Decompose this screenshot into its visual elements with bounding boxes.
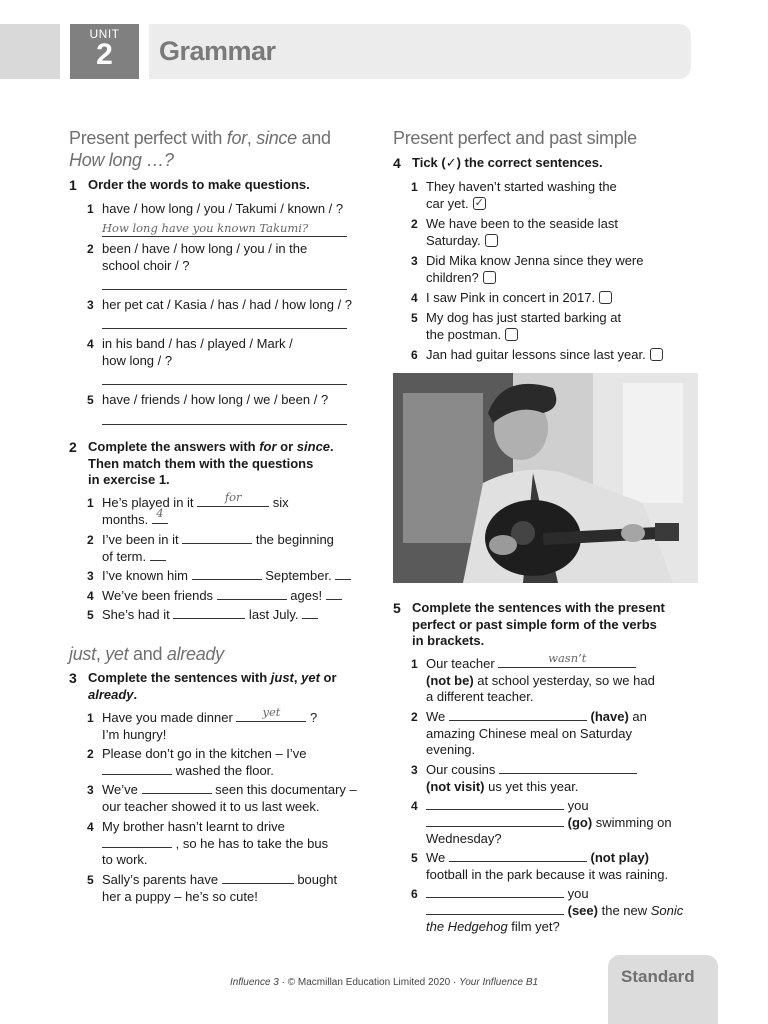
- title-text: already: [166, 644, 224, 664]
- answer-blank[interactable]: [192, 568, 262, 580]
- exercise-5-heading: [393, 600, 693, 652]
- item-text: have / friends / how long / we / been / ?: [102, 392, 329, 407]
- title-text: How long …?: [69, 150, 174, 170]
- instr-text: Then match them with the questions: [88, 455, 314, 471]
- film-title: Sonic: [650, 902, 684, 918]
- header-left-block: [0, 24, 60, 79]
- item-text: [102, 607, 318, 624]
- handwritten-answer: 4: [156, 506, 164, 520]
- item-text: her pet cat / Kasia / has / had / how long / ?: [102, 297, 353, 312]
- item-text-part: They haven’t started washing the: [426, 179, 617, 194]
- item-text-part: My brother hasn’t learnt to drive: [102, 819, 285, 834]
- match-blank[interactable]: [152, 506, 168, 524]
- item-text-part: Have you made dinner: [102, 710, 237, 725]
- page-title: Grammar: [159, 36, 276, 66]
- instr-text: Complete the answers with: [88, 439, 260, 454]
- item-text-part: I’ve been in it: [102, 532, 183, 547]
- section-title-just-yet-already: [69, 643, 224, 665]
- item-text-part: us yet this year.: [484, 778, 579, 794]
- photo-illustration: [393, 373, 698, 583]
- item-text-part: Please don’t go in the kitchen – I’ve: [102, 746, 307, 761]
- item-number: 5: [411, 311, 418, 325]
- item-text: [426, 886, 683, 936]
- item-text-line: in his band / has / played / Mark /: [102, 336, 293, 351]
- item-text-part: to work.: [102, 852, 148, 867]
- item-number: 1: [87, 711, 94, 725]
- instr-text: already: [88, 686, 134, 702]
- exercise-number: 3: [69, 670, 77, 686]
- item-text-part: He’s played in it: [102, 495, 198, 510]
- item-text-part: I saw Pink in concert in 2017.: [426, 290, 596, 305]
- answer-line[interactable]: [102, 289, 347, 290]
- exercise-4-heading: [393, 155, 693, 175]
- answer-blank[interactable]: [499, 762, 637, 774]
- answer-blank[interactable]: [236, 704, 306, 722]
- item-text-part: evening.: [426, 742, 476, 757]
- verb-in-brackets: (go): [567, 814, 593, 830]
- answer-blank[interactable]: [142, 782, 212, 794]
- handwritten-answer: wasn’t: [548, 650, 587, 665]
- item-number: 5: [87, 608, 94, 622]
- instr-text: ,: [293, 670, 302, 685]
- item-text-line: been / have / how long / you / in the: [102, 241, 308, 256]
- verb-in-brackets: (not be): [426, 672, 474, 688]
- item-number: 2: [411, 710, 418, 724]
- item-number: 1: [411, 180, 418, 194]
- item-text-part: September.: [261, 568, 336, 583]
- instr-text: in brackets.: [412, 633, 485, 648]
- instr-text: .: [330, 439, 334, 454]
- item-text-part: the beginning: [252, 532, 334, 547]
- answer-blank[interactable]: [182, 532, 252, 544]
- item-text-part: We: [426, 850, 449, 865]
- title-text: and: [296, 128, 331, 148]
- item-text: [102, 872, 337, 905]
- exercise-instruction: Order the words to make questions.: [88, 177, 310, 192]
- tick-checkbox[interactable]: [599, 291, 612, 304]
- instr-text: Complete the sentences with: [88, 670, 271, 685]
- answer-line[interactable]: [102, 424, 347, 425]
- instr-text: .: [133, 686, 138, 702]
- item-text-part: washed the floor.: [172, 762, 274, 778]
- match-blank[interactable]: [302, 607, 318, 619]
- item-number: 2: [87, 747, 94, 761]
- answer-blank[interactable]: [173, 607, 245, 619]
- instr-text: yet: [301, 670, 320, 685]
- answer-blank[interactable]: [449, 709, 587, 721]
- item-text-part: the postman.: [426, 326, 502, 342]
- answer-blank[interactable]: [217, 588, 287, 600]
- item-number: 4: [87, 820, 94, 834]
- title-bar: [149, 24, 691, 79]
- item-text-part: Wednesday?: [426, 831, 502, 846]
- item-text: [426, 290, 612, 307]
- level-tab-standard: [608, 955, 718, 1024]
- item-text-part: of term.: [102, 548, 150, 564]
- title-text: for: [226, 128, 247, 148]
- item-number: 4: [411, 291, 418, 305]
- answer-line[interactable]: [102, 236, 347, 237]
- section-title-present-perfect-past-simple: Present perfect and past simple: [393, 128, 637, 148]
- exercise-instruction: [88, 670, 337, 703]
- item-number: 3: [87, 783, 94, 797]
- answer-blank[interactable]: [449, 850, 587, 862]
- item-text-part: children?: [426, 269, 479, 285]
- item-text-part: you: [564, 798, 589, 813]
- instr-text: or: [319, 670, 337, 685]
- item-number: 4: [87, 337, 94, 351]
- item-number: 4: [87, 589, 94, 603]
- item-text-part: We: [426, 709, 449, 724]
- exercise-number: 5: [393, 600, 401, 616]
- answer-blank[interactable]: [426, 815, 564, 827]
- handwritten-answer: yet: [262, 704, 281, 719]
- item-number: 2: [411, 217, 418, 231]
- handwritten-answer: for: [224, 489, 242, 504]
- item-text-part: a different teacher.: [426, 689, 534, 704]
- tick-checkbox[interactable]: [505, 328, 518, 341]
- footer-text: Influence 3: [229, 977, 279, 988]
- exercise-number: 2: [69, 439, 77, 455]
- match-blank[interactable]: [150, 549, 166, 561]
- title-text: ,: [246, 128, 257, 148]
- unit-number: 2: [96, 38, 113, 71]
- unit-badge: [70, 24, 139, 79]
- item-text: [426, 347, 663, 364]
- item-number: 2: [87, 533, 94, 547]
- item-text-part: ?: [306, 710, 318, 725]
- verb-in-brackets: (not visit): [426, 778, 485, 794]
- answer-blank[interactable]: [222, 872, 294, 884]
- item-number: 5: [87, 873, 94, 887]
- item-number: 1: [87, 202, 94, 216]
- item-text-part: ages!: [286, 588, 326, 603]
- item-number: 3: [411, 254, 418, 268]
- tick-checkbox[interactable]: [473, 197, 486, 210]
- verb-in-brackets: (have): [590, 709, 629, 724]
- item-text: [102, 588, 342, 605]
- instr-text: for: [259, 439, 277, 454]
- exercise-instruction: Tick (✓) the correct sentences.: [412, 155, 603, 170]
- item-text: [426, 310, 621, 343]
- item-number: 2: [87, 242, 94, 256]
- item-text-part: six: [269, 495, 289, 510]
- answer-blank[interactable]: [498, 650, 636, 668]
- item-text-part: We’ve: [102, 782, 142, 797]
- item-text-part: , so he has to take the bus: [172, 835, 329, 851]
- footer-text: Your Influence B1: [459, 977, 539, 988]
- item-number: 4: [411, 799, 418, 813]
- item-text-part: Jan had guitar lessons since last year.: [426, 347, 646, 362]
- item-text-part: swimming on: [592, 814, 672, 830]
- item-text: [102, 336, 293, 369]
- verb-in-brackets: (not play): [590, 850, 650, 865]
- answer-blank[interactable]: [197, 489, 269, 507]
- item-text-part: Sally’s parents have: [102, 872, 222, 887]
- item-text-line: how long / ?: [102, 352, 173, 368]
- exercise-1-heading: [69, 177, 369, 197]
- item-text: [102, 782, 357, 815]
- item-text-part: We’ve been friends: [102, 588, 217, 603]
- item-text-part: My dog has just started barking at: [426, 310, 622, 325]
- title-text: yet: [105, 644, 129, 664]
- item-text-part: seen this documentary –: [211, 782, 357, 797]
- instr-text: Complete the sentences with the present: [412, 600, 665, 615]
- item-text: [426, 650, 655, 706]
- item-text-part: amazing Chinese meal on Saturday: [426, 725, 632, 741]
- item-text: [426, 216, 618, 249]
- item-text-part: car yet.: [426, 195, 469, 211]
- item-text-part: We have been to the seaside last: [426, 216, 618, 231]
- item-text: [426, 253, 644, 286]
- exercise-instruction: [88, 439, 334, 489]
- check-icon: ✓: [474, 196, 484, 209]
- item-text-part: I’m hungry!: [102, 726, 167, 742]
- item-text-part: you: [564, 886, 589, 901]
- answer-line[interactable]: [102, 384, 347, 385]
- item-text: [426, 762, 637, 795]
- item-text: [102, 241, 307, 274]
- match-blank[interactable]: [335, 568, 351, 580]
- item-text-part: film yet?: [507, 919, 560, 934]
- item-number: 3: [411, 763, 418, 777]
- answer-line[interactable]: [102, 328, 347, 329]
- item-text-part: bought: [293, 872, 338, 887]
- item-text-part: months.: [102, 511, 152, 527]
- item-number: 6: [411, 887, 418, 901]
- item-text-part: at school yesterday, so we had: [473, 672, 655, 688]
- title-text: Present perfect with: [69, 128, 227, 148]
- answer-blank[interactable]: [102, 763, 172, 775]
- item-text: [426, 850, 668, 883]
- footer-text: · © Macmillan Education Limited 2020 ·: [278, 977, 460, 988]
- boy-playing-guitar-photo: [393, 373, 698, 583]
- item-text-part: Our cousins: [426, 762, 499, 777]
- item-text: [102, 532, 334, 565]
- item-text-part: Our teacher: [426, 656, 499, 671]
- item-text: [102, 746, 307, 779]
- instr-text: or: [276, 439, 297, 454]
- item-text-part: last July.: [245, 607, 303, 622]
- item-number: 6: [411, 348, 418, 362]
- film-title: the Hedgehog: [426, 919, 508, 934]
- exercise-3-heading: [69, 670, 369, 706]
- title-text: and: [128, 644, 167, 664]
- item-text: [102, 568, 351, 585]
- item-text: [102, 704, 318, 743]
- item-text: [102, 489, 289, 528]
- item-number: 1: [87, 496, 94, 510]
- verb-in-brackets: (see): [567, 902, 598, 918]
- item-text: [426, 709, 647, 759]
- exercise-number: 1: [69, 177, 77, 193]
- item-text-part: Saturday.: [426, 232, 481, 248]
- item-text-part: Did Mika know Jenna since they were: [426, 253, 644, 268]
- section-title-present-perfect-for-since: [69, 127, 331, 171]
- item-number: 3: [87, 298, 94, 312]
- tick-checkbox[interactable]: [650, 348, 663, 361]
- instr-text: in exercise 1.: [88, 472, 170, 487]
- instr-text: just: [270, 670, 294, 685]
- instr-text: perfect or past simple form of the verbs: [412, 616, 657, 632]
- item-text: [102, 819, 328, 869]
- tick-checkbox[interactable]: [485, 234, 498, 247]
- instr-text: since: [296, 439, 331, 454]
- item-text-part: our teacher showed it to us last week.: [102, 798, 320, 814]
- item-text-line: school choir / ?: [102, 257, 190, 273]
- answer-blank[interactable]: [426, 798, 564, 810]
- item-text-part: I’ve known him: [102, 568, 192, 583]
- answer-blank[interactable]: [102, 836, 172, 848]
- item-text: have / how long / you / Takumi / known / ?: [102, 201, 344, 216]
- handwritten-answer: How long have you known Takumi?: [102, 221, 309, 235]
- exercise-instruction: [412, 600, 665, 650]
- match-blank[interactable]: [326, 588, 342, 600]
- item-number: 3: [87, 569, 94, 583]
- item-number: 1: [411, 657, 418, 671]
- unit-label: UNIT: [89, 27, 120, 41]
- tick-checkbox[interactable]: [483, 271, 496, 284]
- title-text: ,: [95, 644, 106, 664]
- answer-blank[interactable]: [426, 903, 564, 915]
- item-text-part: football in the park because it was raining.: [426, 866, 669, 882]
- item-number: 5: [411, 851, 418, 865]
- item-number: 5: [87, 393, 94, 407]
- item-text-part: the new: [597, 902, 651, 918]
- exercise-number: 4: [393, 155, 401, 171]
- item-text-part: She’s had it: [102, 607, 174, 622]
- title-text: since: [256, 128, 297, 148]
- item-text: [426, 179, 617, 212]
- item-text-part: her a puppy – he’s so cute!: [102, 888, 258, 904]
- level-tab-label: Standard: [621, 967, 695, 986]
- item-text: [426, 798, 672, 848]
- item-text-part: an: [628, 709, 647, 724]
- answer-blank[interactable]: [426, 886, 564, 898]
- title-text: just: [69, 644, 96, 664]
- exercise-2-heading: [69, 439, 369, 491]
